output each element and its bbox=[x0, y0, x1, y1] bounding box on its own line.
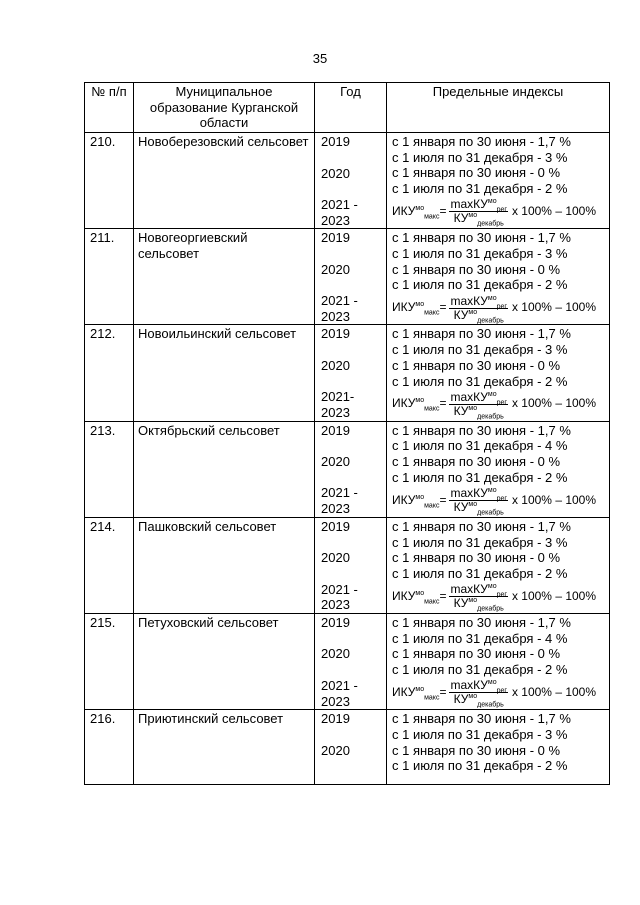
formula-fraction bbox=[449, 485, 507, 517]
year-cell bbox=[315, 325, 387, 421]
formula-fraction bbox=[449, 582, 507, 613]
tariff-index-table bbox=[84, 82, 610, 785]
header-indices: Предельные индексы bbox=[387, 83, 610, 133]
year-value: 2021 - 2023 bbox=[321, 293, 358, 324]
year-value: 2020 bbox=[321, 165, 350, 181]
index-formula bbox=[392, 678, 609, 708]
municipality-name: Приютинский сельсовет bbox=[134, 710, 315, 785]
table-row bbox=[85, 421, 610, 517]
table-row bbox=[85, 517, 610, 613]
index-formula bbox=[392, 582, 609, 612]
year-value: 2021 - 2023 bbox=[321, 485, 358, 517]
index-line: с 1 июля по 31 декабря - 2 % bbox=[392, 758, 568, 774]
year-value: 2021 - 2023 bbox=[321, 677, 358, 709]
municipality-name: Пашковский сельсовет bbox=[134, 517, 315, 613]
table-row bbox=[85, 133, 610, 229]
year-value: 2020 bbox=[321, 357, 350, 373]
year-value: 2021- 2023 bbox=[321, 389, 355, 420]
row-number: 212. bbox=[85, 325, 134, 421]
header-municipality: Муниципальное образование Курганской области bbox=[134, 83, 315, 133]
header-year: Год bbox=[315, 83, 387, 133]
index-line: с 1 января по 30 июня - 1,7 % bbox=[392, 326, 571, 342]
formula-lhs: $ИКУ^{мо}_{макс}$ bbox=[392, 492, 440, 509]
index-line: с 1 июля по 31 декабря - 4 % bbox=[392, 630, 568, 646]
index-line: с 1 января по 30 июня - 0 % bbox=[392, 165, 561, 181]
page-number: 35 bbox=[312, 51, 328, 66]
formula-fraction bbox=[449, 295, 507, 322]
year-cell bbox=[315, 421, 387, 517]
year-value: 2020 bbox=[321, 646, 350, 662]
formula-lhs: $ИКУ^{мо}_{макс}$ bbox=[392, 684, 440, 702]
index-line: с 1 января по 30 июня - 0 % bbox=[392, 742, 561, 758]
year-value: 2020 bbox=[321, 261, 350, 277]
formula-numerator: maxКУ$^{мо}_{рег}$ bbox=[450, 582, 507, 599]
indices-cell bbox=[387, 325, 610, 421]
formula-fraction bbox=[449, 678, 507, 709]
year-cell bbox=[315, 614, 387, 710]
year-value: 2020 bbox=[321, 742, 350, 758]
index-line: с 1 января по 30 июня - 1,7 % bbox=[392, 422, 571, 438]
formula-equals: = bbox=[439, 684, 447, 699]
index-line: с 1 января по 30 июня - 0 % bbox=[392, 261, 561, 277]
year-value: 2021 - 2023 bbox=[321, 581, 358, 613]
formula-fraction bbox=[449, 389, 507, 421]
formula-equals: = bbox=[439, 588, 447, 603]
index-line: с 1 июля по 31 декабря - 3 % bbox=[392, 726, 568, 742]
formula-equals: = bbox=[439, 492, 447, 507]
formula-numerator: maxКУ$^{мо}_{рег}$ bbox=[450, 389, 507, 407]
year-cell bbox=[315, 710, 387, 785]
formula-equals: = bbox=[439, 300, 447, 315]
row-number: 213. bbox=[85, 421, 134, 517]
formula-denominator: $КУ^{мо}_{декабрь}$ bbox=[453, 499, 504, 517]
indices-cell bbox=[387, 229, 610, 325]
indices-cell bbox=[387, 421, 610, 517]
formula-tail: x 100% – 100% bbox=[511, 588, 597, 603]
index-line: с 1 июля по 31 декабря - 4 % bbox=[392, 438, 568, 454]
formula-denominator: $КУ^{мо}_{декабрь}$ bbox=[453, 692, 504, 709]
index-line: с 1 июля по 31 декабря - 3 % bbox=[392, 534, 568, 550]
indices-cell bbox=[387, 710, 610, 785]
year-value: 2019 bbox=[321, 326, 350, 342]
year-value: 2019 bbox=[321, 711, 350, 727]
row-number: 211. bbox=[85, 229, 134, 325]
row-number: 216. bbox=[85, 710, 134, 785]
formula-tail: x 100% – 100% bbox=[511, 204, 597, 218]
formula-tail: x 100% – 100% bbox=[511, 492, 597, 507]
table-row bbox=[85, 614, 610, 710]
index-formula bbox=[392, 293, 609, 323]
index-line: с 1 июля по 31 декабря - 3 % bbox=[392, 149, 568, 165]
index-line: с 1 января по 30 июня - 1,7 % bbox=[392, 518, 571, 534]
index-line: с 1 января по 30 июня - 1,7 % bbox=[392, 230, 571, 246]
row-number: 214. bbox=[85, 517, 134, 613]
formula-numerator: maxКУ$^{мо}_{рег}$ bbox=[450, 678, 507, 695]
formula-fraction bbox=[449, 197, 507, 228]
municipality-name: Новогеоргиевский сельсовет bbox=[134, 229, 315, 325]
year-cell bbox=[315, 517, 387, 613]
index-line: с 1 января по 30 июня - 0 % bbox=[392, 357, 561, 373]
municipality-name: Петуховский сельсовет bbox=[134, 614, 315, 710]
formula-equals: = bbox=[439, 204, 447, 218]
municipality-name: Октябрьский сельсовет bbox=[134, 421, 315, 517]
index-formula bbox=[392, 197, 609, 227]
index-line: с 1 января по 30 июня - 0 % bbox=[392, 646, 561, 662]
table-row bbox=[85, 710, 610, 785]
year-cell bbox=[315, 229, 387, 325]
formula-denominator: $КУ^{мо}_{декабрь}$ bbox=[453, 211, 504, 228]
index-formula bbox=[392, 389, 609, 419]
year-value: 2019 bbox=[321, 230, 350, 246]
year-value: 2019 bbox=[321, 134, 350, 150]
formula-numerator: maxКУ$^{мо}_{рег}$ bbox=[450, 485, 507, 503]
municipality-name: Новоильинский сельсовет bbox=[134, 325, 315, 421]
year-value: 2020 bbox=[321, 550, 350, 566]
index-line: с 1 июля по 31 декабря - 2 % bbox=[392, 373, 568, 389]
table-row bbox=[85, 325, 610, 421]
formula-lhs: $ИКУ^{мо}_{макс}$ bbox=[392, 588, 440, 606]
year-cell bbox=[315, 133, 387, 229]
formula-tail: x 100% – 100% bbox=[511, 300, 597, 315]
year-value: 2021 - 2023 bbox=[321, 196, 358, 228]
formula-denominator: $КУ^{мо}_{декабрь}$ bbox=[453, 403, 504, 421]
year-value: 2019 bbox=[321, 422, 350, 438]
formula-denominator: $КУ^{мо}_{декабрь}$ bbox=[453, 596, 504, 613]
index-line: с 1 июля по 31 декабря - 2 % bbox=[392, 181, 568, 197]
formula-denominator: $КУ^{мо}_{декабрь}$ bbox=[453, 307, 504, 324]
index-line: с 1 января по 30 июня - 0 % bbox=[392, 550, 561, 566]
year-value: 2020 bbox=[321, 454, 350, 470]
table-row bbox=[85, 229, 610, 325]
row-number: 215. bbox=[85, 614, 134, 710]
index-line: с 1 января по 30 июня - 1,7 % bbox=[392, 711, 571, 727]
index-line: с 1 июля по 31 декабря - 2 % bbox=[392, 277, 568, 293]
indices-cell bbox=[387, 614, 610, 710]
index-line: с 1 июля по 31 декабря - 2 % bbox=[392, 662, 568, 678]
year-value: 2019 bbox=[321, 615, 350, 631]
index-line: с 1 января по 30 июня - 0 % bbox=[392, 454, 561, 470]
index-line: с 1 января по 30 июня - 1,7 % bbox=[392, 615, 571, 631]
header-num: № п/п bbox=[85, 83, 134, 133]
index-line: с 1 июля по 31 декабря - 2 % bbox=[392, 469, 568, 485]
index-formula bbox=[392, 485, 609, 515]
formula-lhs: $ИКУ^{мо}_{макс}$ bbox=[392, 396, 440, 413]
index-line: с 1 июля по 31 декабря - 3 % bbox=[392, 342, 568, 358]
formula-numerator: maxКУ$^{мо}_{рег}$ bbox=[450, 197, 507, 214]
index-line: с 1 июля по 31 декабря - 3 % bbox=[392, 245, 568, 261]
indices-cell bbox=[387, 133, 610, 229]
formula-tail: x 100% – 100% bbox=[511, 684, 597, 699]
municipality-name: Новоберезовский сельсовет bbox=[134, 133, 315, 229]
index-line: с 1 января по 30 июня - 1,7 % bbox=[392, 134, 571, 150]
formula-tail: x 100% – 100% bbox=[511, 396, 597, 411]
formula-lhs: $ИКУ^{мо}_{макс}$ bbox=[392, 300, 440, 317]
year-value: 2019 bbox=[321, 518, 350, 534]
index-line: с 1 июля по 31 декабря - 2 % bbox=[392, 565, 568, 581]
formula-lhs: $ИКУ^{мо}_{макс}$ bbox=[392, 204, 440, 221]
formula-numerator: maxКУ$^{мо}_{рег}$ bbox=[450, 293, 507, 310]
formula-equals: = bbox=[439, 396, 447, 411]
table-header-row bbox=[85, 83, 610, 133]
indices-cell bbox=[387, 517, 610, 613]
table-body bbox=[85, 133, 610, 785]
row-number: 210. bbox=[85, 133, 134, 229]
